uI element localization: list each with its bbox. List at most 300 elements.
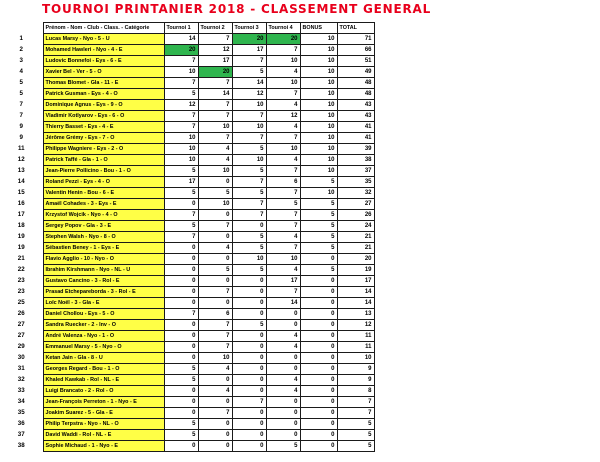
total-cell: 37 bbox=[337, 166, 374, 177]
rank-cell: 11 bbox=[17, 145, 25, 152]
total-cell: 41 bbox=[337, 133, 374, 144]
tournoi-1-cell: 7 bbox=[164, 309, 198, 320]
table-row bbox=[0, 254, 374, 265]
player-name-cell: Valentin Henin - Bou - 6 - E bbox=[43, 188, 164, 199]
table-row bbox=[0, 397, 374, 408]
tournoi-2-cell: 7 bbox=[198, 287, 232, 298]
bonus-cell: 10 bbox=[300, 56, 337, 67]
table-row bbox=[0, 89, 374, 100]
bonus-cell: 10 bbox=[300, 166, 337, 177]
player-name-cell: Krzystof Wojcik - Nyo - 4 - O bbox=[43, 210, 164, 221]
tournoi-4-cell: 6 bbox=[266, 177, 300, 188]
tournoi-2-cell: 10 bbox=[198, 199, 232, 210]
bonus-cell: 0 bbox=[300, 342, 337, 353]
total-cell: 13 bbox=[337, 309, 374, 320]
table-row bbox=[0, 320, 374, 331]
tournoi-2-cell: 0 bbox=[198, 210, 232, 221]
total-cell: 51 bbox=[337, 56, 374, 67]
tournoi-3-cell: 17 bbox=[232, 45, 266, 56]
tournoi-3-cell: 0 bbox=[232, 419, 266, 430]
column-header-player: Prénom - Nom - Club - Class. - Catégorie bbox=[43, 23, 164, 34]
bonus-cell: 5 bbox=[300, 221, 337, 232]
total-cell: 39 bbox=[337, 144, 374, 155]
tournoi-2-cell: 7 bbox=[198, 408, 232, 419]
tournoi-1-cell: 0 bbox=[164, 353, 198, 364]
table-row bbox=[0, 265, 374, 276]
bonus-cell: 0 bbox=[300, 397, 337, 408]
table-row bbox=[0, 210, 374, 221]
total-cell: 38 bbox=[337, 155, 374, 166]
rank-cell: 27 bbox=[17, 332, 25, 339]
tournoi-1-cell: 14 bbox=[164, 34, 198, 45]
total-cell: 24 bbox=[337, 221, 374, 232]
tournoi-3-cell: 14 bbox=[232, 78, 266, 89]
rank-cell: 37 bbox=[17, 431, 25, 438]
tournoi-3-cell: 10 bbox=[232, 155, 266, 166]
tournoi-1-cell: 5 bbox=[164, 375, 198, 386]
bonus-cell: 10 bbox=[300, 144, 337, 155]
rank-cell: 35 bbox=[17, 409, 25, 416]
total-cell: 17 bbox=[337, 276, 374, 287]
tournoi-2-cell: 6 bbox=[198, 309, 232, 320]
table-row bbox=[0, 375, 374, 386]
column-header-tournoi-1: Tournoi 1 bbox=[164, 23, 198, 34]
table-row bbox=[0, 430, 374, 441]
tournoi-1-cell: 0 bbox=[164, 254, 198, 265]
table-row bbox=[0, 34, 374, 45]
tournoi-1-cell: 7 bbox=[164, 232, 198, 243]
tournoi-2-cell: 0 bbox=[198, 298, 232, 309]
tournoi-3-cell: 7 bbox=[232, 111, 266, 122]
bonus-cell: 10 bbox=[300, 100, 337, 111]
player-name-cell: Thierry Basset - Eys - 4 - E bbox=[43, 122, 164, 133]
tournoi-2-cell: 20 bbox=[198, 67, 232, 78]
table-row bbox=[0, 122, 374, 133]
player-name-cell: Khaled Kawkab - Rol - NL - E bbox=[43, 375, 164, 386]
tournoi-2-cell: 4 bbox=[198, 144, 232, 155]
tournoi-4-cell: 14 bbox=[266, 298, 300, 309]
rank-cell: 26 bbox=[17, 310, 25, 317]
total-cell: 12 bbox=[337, 320, 374, 331]
total-cell: 7 bbox=[337, 408, 374, 419]
total-cell: 5 bbox=[337, 419, 374, 430]
tournoi-2-cell: 0 bbox=[198, 419, 232, 430]
table-row bbox=[0, 298, 374, 309]
tournoi-3-cell: 0 bbox=[232, 331, 266, 342]
total-cell: 9 bbox=[337, 364, 374, 375]
tournoi-2-cell: 7 bbox=[198, 100, 232, 111]
table-row bbox=[0, 144, 374, 155]
tournoi-2-cell: 7 bbox=[198, 342, 232, 353]
tournoi-1-cell: 12 bbox=[164, 100, 198, 111]
rank-cell: 17 bbox=[17, 211, 25, 218]
table-row bbox=[0, 133, 374, 144]
player-name-cell: Flavio Agglio - 10 - Nyo - O bbox=[43, 254, 164, 265]
bonus-cell: 0 bbox=[300, 287, 337, 298]
tournoi-1-cell: 17 bbox=[164, 177, 198, 188]
tournoi-1-cell: 0 bbox=[164, 408, 198, 419]
tournoi-2-cell: 10 bbox=[198, 122, 232, 133]
tournoi-4-cell: 10 bbox=[266, 78, 300, 89]
bonus-cell: 10 bbox=[300, 45, 337, 56]
tournoi-4-cell: 5 bbox=[266, 199, 300, 210]
table-row bbox=[0, 232, 374, 243]
tournoi-3-cell: 10 bbox=[232, 122, 266, 133]
rank-header bbox=[0, 23, 43, 34]
bonus-cell: 10 bbox=[300, 133, 337, 144]
tournoi-2-cell: 0 bbox=[198, 177, 232, 188]
tournoi-4-cell: 4 bbox=[266, 67, 300, 78]
tournoi-1-cell: 20 bbox=[164, 45, 198, 56]
standings-table bbox=[0, 22, 375, 452]
table-row bbox=[0, 408, 374, 419]
tournoi-4-cell: 4 bbox=[266, 386, 300, 397]
tournoi-1-cell: 5 bbox=[164, 419, 198, 430]
player-name-cell: Sophie Michaud - 1 - Nyo - E bbox=[43, 441, 164, 452]
tournoi-4-cell: 4 bbox=[266, 375, 300, 386]
table-row bbox=[0, 111, 374, 122]
player-name-cell: Sergey Popov - Gla - 3 - E bbox=[43, 221, 164, 232]
tournoi-2-cell: 7 bbox=[198, 34, 232, 45]
tournoi-2-cell: 0 bbox=[198, 397, 232, 408]
table-row bbox=[0, 276, 374, 287]
bonus-cell: 0 bbox=[300, 276, 337, 287]
table-row bbox=[0, 419, 374, 430]
rank-cell: 7 bbox=[19, 101, 23, 108]
tournoi-4-cell: 4 bbox=[266, 122, 300, 133]
table-row bbox=[0, 100, 374, 111]
total-cell: 41 bbox=[337, 122, 374, 133]
player-name-cell: Sandra Ruecker - 2 - Inv - O bbox=[43, 320, 164, 331]
column-header-tournoi-3: Tournoi 3 bbox=[232, 23, 266, 34]
player-name-cell: André Valenza - Nyo - 1 - O bbox=[43, 331, 164, 342]
tournoi-3-cell: 0 bbox=[232, 342, 266, 353]
table-row bbox=[0, 441, 374, 452]
total-cell: 21 bbox=[337, 243, 374, 254]
tournoi-2-cell: 17 bbox=[198, 56, 232, 67]
bonus-cell: 0 bbox=[300, 375, 337, 386]
tournoi-1-cell: 10 bbox=[164, 155, 198, 166]
tournoi-3-cell: 10 bbox=[232, 100, 266, 111]
total-cell: 35 bbox=[337, 177, 374, 188]
player-name-cell: Sébastien Beney - 1 - Eys - E bbox=[43, 243, 164, 254]
bonus-cell: 10 bbox=[300, 155, 337, 166]
tournoi-1-cell: 0 bbox=[164, 199, 198, 210]
table-row bbox=[0, 45, 374, 56]
tournoi-4-cell: 7 bbox=[266, 133, 300, 144]
table-row bbox=[0, 364, 374, 375]
tournoi-3-cell: 5 bbox=[232, 166, 266, 177]
tournoi-2-cell: 7 bbox=[198, 133, 232, 144]
total-cell: 27 bbox=[337, 199, 374, 210]
tournoi-3-cell: 5 bbox=[232, 144, 266, 155]
rank-cell: 13 bbox=[17, 167, 25, 174]
bonus-cell: 10 bbox=[300, 111, 337, 122]
total-cell: 14 bbox=[337, 287, 374, 298]
bonus-cell: 5 bbox=[300, 210, 337, 221]
rank-cell: 16 bbox=[17, 200, 25, 207]
tournoi-3-cell: 0 bbox=[232, 430, 266, 441]
tournoi-4-cell: 0 bbox=[266, 353, 300, 364]
bonus-cell: 0 bbox=[300, 254, 337, 265]
player-name-cell: Luigi Brancato - 2 - Rol - O bbox=[43, 386, 164, 397]
player-name-cell: Amaël Cohades - 3 - Eys - E bbox=[43, 199, 164, 210]
column-header-total: TOTAL bbox=[337, 23, 374, 34]
total-cell: 32 bbox=[337, 188, 374, 199]
table-row bbox=[0, 155, 374, 166]
rank-cell: 23 bbox=[17, 288, 25, 295]
player-name-cell: Loïc Noël - 3 - Gla - E bbox=[43, 298, 164, 309]
tournoi-1-cell: 0 bbox=[164, 276, 198, 287]
tournoi-1-cell: 0 bbox=[164, 397, 198, 408]
bonus-cell: 0 bbox=[300, 430, 337, 441]
tournoi-1-cell: 10 bbox=[164, 133, 198, 144]
rank-cell: 14 bbox=[17, 178, 25, 185]
tournoi-3-cell: 7 bbox=[232, 210, 266, 221]
player-name-cell: Prasad Etchepareborda - 3 - Rol - E bbox=[43, 287, 164, 298]
table-row bbox=[0, 309, 374, 320]
tournoi-3-cell: 20 bbox=[232, 34, 266, 45]
player-name-cell: Jean-Pierre Pollicino - Bou - 1 - O bbox=[43, 166, 164, 177]
player-name-cell: Joakim Suarez - 5 - Gla - E bbox=[43, 408, 164, 419]
tournoi-1-cell: 0 bbox=[164, 265, 198, 276]
tournoi-1-cell: 7 bbox=[164, 78, 198, 89]
player-name-cell: David Waddi - Rol - NL - E bbox=[43, 430, 164, 441]
bonus-cell: 5 bbox=[300, 243, 337, 254]
bonus-cell: 10 bbox=[300, 122, 337, 133]
rank-cell: 31 bbox=[17, 365, 25, 372]
rank-cell: 7 bbox=[19, 112, 23, 119]
rank-cell: 23 bbox=[17, 277, 25, 284]
rank-cell: 1 bbox=[19, 35, 23, 42]
total-cell: 11 bbox=[337, 331, 374, 342]
tournoi-4-cell: 0 bbox=[266, 397, 300, 408]
tournoi-2-cell: 0 bbox=[198, 254, 232, 265]
total-cell: 8 bbox=[337, 386, 374, 397]
rank-cell: 15 bbox=[17, 189, 25, 196]
tournoi-2-cell: 4 bbox=[198, 364, 232, 375]
bonus-cell: 0 bbox=[300, 408, 337, 419]
tournoi-2-cell: 12 bbox=[198, 45, 232, 56]
bonus-cell: 10 bbox=[300, 34, 337, 45]
tournoi-1-cell: 10 bbox=[164, 144, 198, 155]
table-row bbox=[0, 243, 374, 254]
rank-cell: 38 bbox=[17, 442, 25, 449]
bonus-cell: 0 bbox=[300, 298, 337, 309]
tournoi-2-cell: 5 bbox=[198, 265, 232, 276]
table-row bbox=[0, 353, 374, 364]
total-cell: 26 bbox=[337, 210, 374, 221]
bonus-cell: 0 bbox=[300, 320, 337, 331]
tournoi-2-cell: 4 bbox=[198, 243, 232, 254]
total-cell: 21 bbox=[337, 232, 374, 243]
tournoi-4-cell: 4 bbox=[266, 265, 300, 276]
bonus-cell: 0 bbox=[300, 331, 337, 342]
tournoi-2-cell: 7 bbox=[198, 320, 232, 331]
tournoi-4-cell: 4 bbox=[266, 232, 300, 243]
player-name-cell: Jérôme Grémy - Eys - 7 - O bbox=[43, 133, 164, 144]
tournoi-4-cell: 0 bbox=[266, 408, 300, 419]
tournoi-2-cell: 4 bbox=[198, 386, 232, 397]
table-row bbox=[0, 188, 374, 199]
total-cell: 14 bbox=[337, 298, 374, 309]
player-name-cell: Ketan Jain - Gla - 8 - U bbox=[43, 353, 164, 364]
total-cell: 9 bbox=[337, 375, 374, 386]
tournoi-4-cell: 4 bbox=[266, 155, 300, 166]
tournoi-1-cell: 7 bbox=[164, 56, 198, 67]
tournoi-4-cell: 7 bbox=[266, 188, 300, 199]
tournoi-2-cell: 0 bbox=[198, 375, 232, 386]
table-row bbox=[0, 166, 374, 177]
rank-cell: 36 bbox=[17, 420, 25, 427]
tournoi-1-cell: 0 bbox=[164, 298, 198, 309]
total-cell: 19 bbox=[337, 265, 374, 276]
tournoi-1-cell: 0 bbox=[164, 386, 198, 397]
tournoi-4-cell: 17 bbox=[266, 276, 300, 287]
tournoi-3-cell: 10 bbox=[232, 254, 266, 265]
table-row bbox=[0, 177, 374, 188]
player-name-cell: Ibrahim Kirshmann - Nyo - NL - U bbox=[43, 265, 164, 276]
table-row bbox=[0, 221, 374, 232]
rank-cell: 25 bbox=[17, 299, 25, 306]
rank-cell: 9 bbox=[19, 123, 23, 130]
tournoi-1-cell: 7 bbox=[164, 111, 198, 122]
player-name-cell: Mohamed Hawleri - Nyo - 4 - E bbox=[43, 45, 164, 56]
column-header-bonus: BONUS bbox=[300, 23, 337, 34]
tournoi-3-cell: 12 bbox=[232, 89, 266, 100]
table-row bbox=[0, 342, 374, 353]
tournoi-4-cell: 10 bbox=[266, 144, 300, 155]
tournoi-1-cell: 0 bbox=[164, 243, 198, 254]
player-name-cell: Stephen Walsh - Nyo - 8 - O bbox=[43, 232, 164, 243]
total-cell: 48 bbox=[337, 89, 374, 100]
table-row bbox=[0, 78, 374, 89]
tournoi-1-cell: 0 bbox=[164, 331, 198, 342]
bonus-cell: 0 bbox=[300, 419, 337, 430]
tournoi-1-cell: 0 bbox=[164, 342, 198, 353]
player-name-cell: Patrick Gusman - Eys - 4 - O bbox=[43, 89, 164, 100]
total-cell: 71 bbox=[337, 34, 374, 45]
tournoi-4-cell: 7 bbox=[266, 221, 300, 232]
tournoi-2-cell: 0 bbox=[198, 441, 232, 452]
tournoi-2-cell: 7 bbox=[198, 331, 232, 342]
rank-cell: 2 bbox=[19, 46, 23, 53]
total-cell: 5 bbox=[337, 430, 374, 441]
tournoi-2-cell: 0 bbox=[198, 232, 232, 243]
total-cell: 66 bbox=[337, 45, 374, 56]
bonus-cell: 5 bbox=[300, 199, 337, 210]
player-name-cell: Roland Pezzi - Eys - 4 - O bbox=[43, 177, 164, 188]
tournoi-4-cell: 10 bbox=[266, 56, 300, 67]
tournoi-4-cell: 0 bbox=[266, 419, 300, 430]
tournoi-3-cell: 0 bbox=[232, 375, 266, 386]
player-name-cell: Daniel Chollou - Eys - 5 - O bbox=[43, 309, 164, 320]
total-cell: 5 bbox=[337, 441, 374, 452]
tournoi-3-cell: 0 bbox=[232, 408, 266, 419]
column-header-tournoi-2: Tournoi 2 bbox=[198, 23, 232, 34]
tournoi-4-cell: 5 bbox=[266, 441, 300, 452]
tournoi-3-cell: 5 bbox=[232, 67, 266, 78]
player-name-cell: Emmanuel Marsy - 5 - Nyo - O bbox=[43, 342, 164, 353]
tournoi-3-cell: 0 bbox=[232, 287, 266, 298]
rank-cell: 27 bbox=[17, 321, 25, 328]
rank-cell: 19 bbox=[17, 233, 25, 240]
tournoi-1-cell: 5 bbox=[164, 188, 198, 199]
tournoi-3-cell: 5 bbox=[232, 188, 266, 199]
tournoi-1-cell: 0 bbox=[164, 287, 198, 298]
tournoi-3-cell: 0 bbox=[232, 386, 266, 397]
rank-cell: 32 bbox=[17, 376, 25, 383]
table-row bbox=[0, 331, 374, 342]
rank-cell: 18 bbox=[17, 222, 25, 229]
table-body bbox=[0, 34, 374, 452]
tournoi-2-cell: 0 bbox=[198, 276, 232, 287]
bonus-cell: 5 bbox=[300, 177, 337, 188]
total-cell: 43 bbox=[337, 111, 374, 122]
tournoi-1-cell: 10 bbox=[164, 67, 198, 78]
bonus-cell: 5 bbox=[300, 265, 337, 276]
total-cell: 43 bbox=[337, 100, 374, 111]
header-row bbox=[0, 23, 374, 34]
tournoi-4-cell: 7 bbox=[266, 287, 300, 298]
tournoi-4-cell: 4 bbox=[266, 100, 300, 111]
tournoi-1-cell: 5 bbox=[164, 89, 198, 100]
player-name-cell: Jean-François Perreton - 1 - Nyo - E bbox=[43, 397, 164, 408]
tournoi-1-cell: 0 bbox=[164, 320, 198, 331]
tournoi-2-cell: 10 bbox=[198, 166, 232, 177]
rank-cell: 4 bbox=[19, 68, 23, 75]
bonus-cell: 0 bbox=[300, 386, 337, 397]
bonus-cell: 0 bbox=[300, 309, 337, 320]
player-name-cell: Philip Terpstra - Nyo - NL - O bbox=[43, 419, 164, 430]
player-name-cell: Xavier Bel - Ver - 5 - O bbox=[43, 67, 164, 78]
bonus-cell: 10 bbox=[300, 89, 337, 100]
total-cell: 20 bbox=[337, 254, 374, 265]
bonus-cell: 0 bbox=[300, 353, 337, 364]
tournoi-1-cell: 5 bbox=[164, 221, 198, 232]
tournoi-4-cell: 0 bbox=[266, 320, 300, 331]
rank-cell: 19 bbox=[17, 244, 25, 251]
table-row bbox=[0, 56, 374, 67]
tournoi-4-cell: 20 bbox=[266, 34, 300, 45]
total-cell: 49 bbox=[337, 67, 374, 78]
column-header-tournoi-4: Tournoi 4 bbox=[266, 23, 300, 34]
rank-cell: 33 bbox=[17, 387, 25, 394]
total-cell: 7 bbox=[337, 397, 374, 408]
table-row bbox=[0, 386, 374, 397]
bonus-cell: 10 bbox=[300, 188, 337, 199]
tournoi-2-cell: 7 bbox=[198, 78, 232, 89]
tournoi-1-cell: 7 bbox=[164, 122, 198, 133]
tournoi-1-cell: 0 bbox=[164, 441, 198, 452]
tournoi-3-cell: 5 bbox=[232, 265, 266, 276]
tournoi-3-cell: 7 bbox=[232, 56, 266, 67]
tournoi-4-cell: 7 bbox=[266, 210, 300, 221]
tournoi-4-cell: 0 bbox=[266, 309, 300, 320]
tournoi-3-cell: 0 bbox=[232, 221, 266, 232]
tournoi-1-cell: 5 bbox=[164, 166, 198, 177]
player-name-cell: Ludovic Bonnefoi - Eys - 6 - E bbox=[43, 56, 164, 67]
bonus-cell: 0 bbox=[300, 441, 337, 452]
player-name-cell: Patrick Taffé - Gla - 1 - O bbox=[43, 155, 164, 166]
tournoi-4-cell: 4 bbox=[266, 342, 300, 353]
tournoi-2-cell: 4 bbox=[198, 155, 232, 166]
tournoi-4-cell: 0 bbox=[266, 364, 300, 375]
rank-cell: 3 bbox=[19, 57, 23, 64]
tournoi-3-cell: 5 bbox=[232, 320, 266, 331]
tournoi-2-cell: 7 bbox=[198, 111, 232, 122]
tournoi-3-cell: 5 bbox=[232, 232, 266, 243]
